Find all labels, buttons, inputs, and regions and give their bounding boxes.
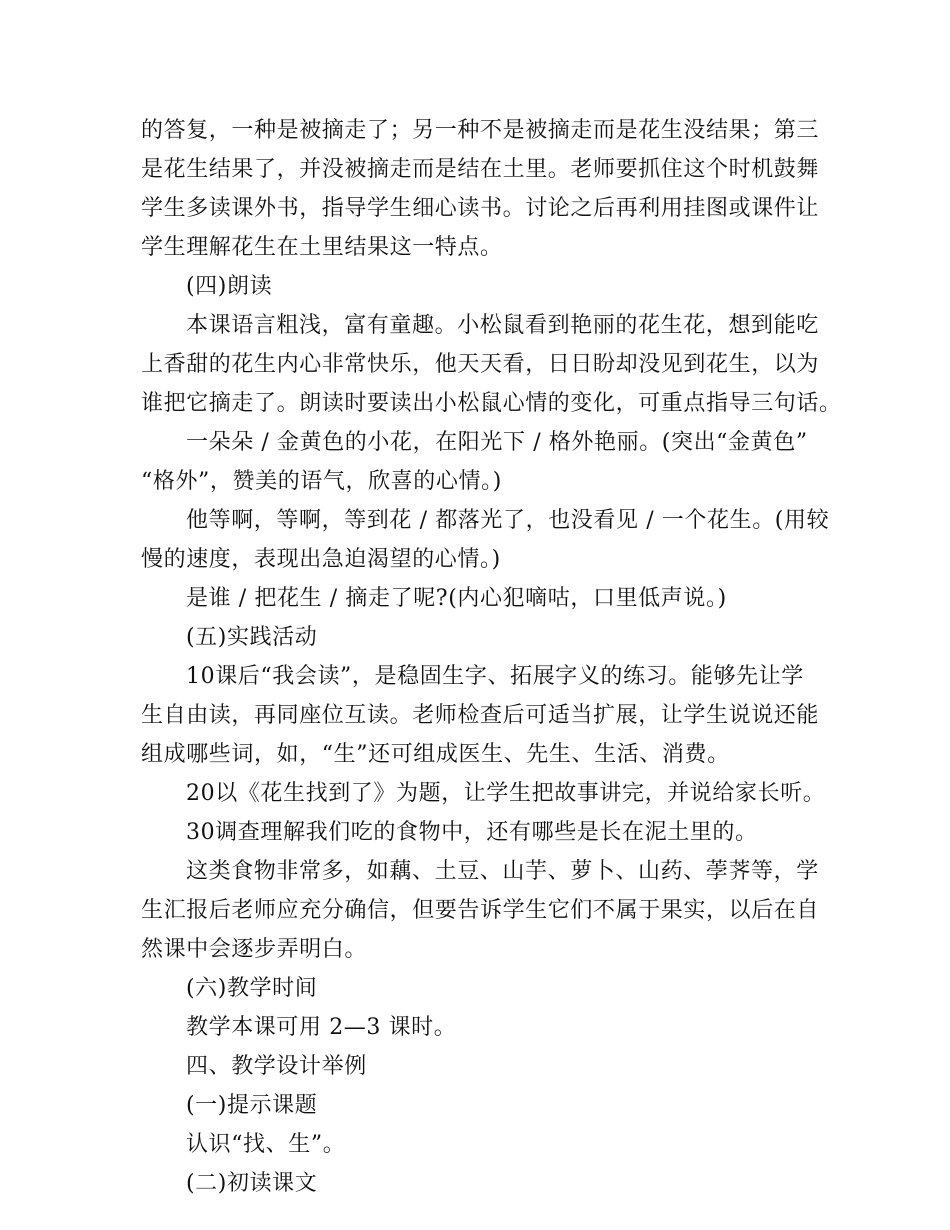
body-text-line: 20以《花生找到了》为题，让学生把故事讲完，并说给家长听。 [186,781,826,806]
body-text-line: 一朵朵 / 金黄色的小花，在阳光下 / 格外艳丽。(突出“金黄色” [186,430,808,455]
section-heading: (四)朗读 [186,274,273,299]
section-heading: 四、教学设计举例 [186,1054,367,1079]
body-text-line: 是谁 / 把花生 / 摘走了呢?(内心犯嘀咕，口里低声说。) [186,586,727,611]
body-text-line: 认识“找、生”。 [186,1132,346,1157]
section-heading: (六)教学时间 [186,976,318,1001]
body-text-line: 慢的速度，表现出急迫渴望的心情。) [141,547,501,572]
section-heading: (五)实践活动 [186,625,318,650]
body-text-line: 学生理解花生在土里结果这一特点。 [141,235,503,260]
body-text-line: 他等啊，等啊，等到花 / 都落光了，也没看见 / 一个花生。(用较 [186,508,830,533]
body-text-line: 是花生结果了，并没被摘走而是结在土里。老师要抓住这个时机鼓舞 [141,157,820,182]
body-text-line: 本课语言粗浅，富有童趣。小松鼠看到艳丽的花生花，想到能吃 [186,313,819,338]
body-text-line: 生汇报后老师应充分确信，但要告诉学生它们不属于果实，以后在自 [141,898,820,923]
body-text-line: 的答复，一种是被摘走了；另一种不是被摘走而是花生没结果；第三 [141,118,820,143]
body-text-line: 生自由读，再同座位互读。老师检查后可适当扩展，让学生说说还能 [141,703,820,728]
body-text-line: 30调查理解我们吃的食物中，还有哪些是长在泥土里的。 [186,820,758,845]
body-text-line: 组成哪些词，如，“生”还可组成医生、先生、生活、消费。 [141,742,730,767]
section-heading: (一)提示课题 [186,1093,318,1118]
body-text-line: 学生多读课外书，指导学生细心读书。讨论之后再利用挂图或课件让 [141,196,820,221]
body-text-line: 10课后“我会读”，是稳固生字、拓展字义的练习。能够先让学 [186,664,804,689]
body-text-line: 这类食物非常多，如藕、土豆、山芋、萝卜、山药、荸荠等，学 [186,859,819,884]
body-text-line: “格外”，赞美的语气，欣喜的心情。) [141,469,502,494]
body-text-line: 教学本课可用 2—3 课时。 [186,1015,457,1040]
body-text-line: 谁把它摘走了。朗读时要读出小松鼠心情的变化，可重点指导三句话。 [141,391,842,416]
body-text-line: 然课中会逐步弄明白。 [141,937,368,962]
body-text-line: 上香甜的花生内心非常快乐，他天天看，日日盼却没见到花生，以为 [141,352,820,377]
section-heading: (二)初读课文 [186,1171,318,1196]
